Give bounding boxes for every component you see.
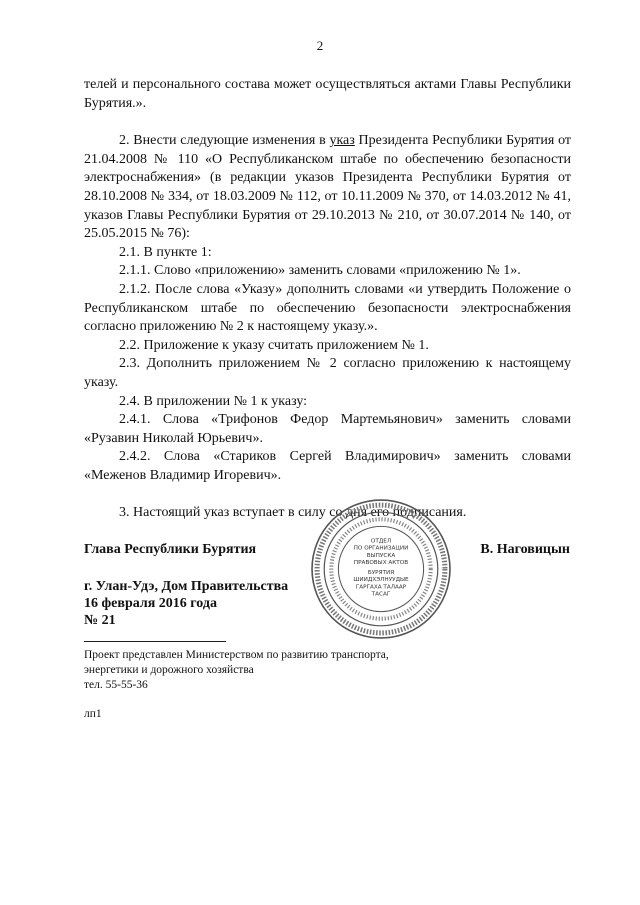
stamp-line: БУРЯТИЯ xyxy=(367,570,395,577)
footer-divider xyxy=(84,641,226,642)
decree-number: № 21 xyxy=(84,613,116,628)
stamp-line: ШИИДХЭЛНУУДЫЕ xyxy=(353,577,409,584)
page-number: 2 xyxy=(316,38,324,53)
stamp-line: ОТДЕЛ xyxy=(370,538,392,545)
continuation-paragraph: телей и персонального состава может осуществляться актами Главы Республики Бурятия.». xyxy=(84,77,571,111)
sub-item: 2.4.2. Слова «Стариков Сергей Владимирович» заменить словами «Меженов Владимир Игоревич». xyxy=(84,449,571,483)
signer-title: Глава Республики Бурятия xyxy=(84,542,257,557)
item-3-paragraph: 3. Настоящий указ вступает в силу со дня его подписания. xyxy=(119,505,467,521)
sub-item: 2.1.2. После слова «Указу» дополнить словами «и утвердить Положение о Республиканском штабе по обеспечению безопасности электроснабжения согласно приложению № 2 к настоящему указу.». xyxy=(84,281,571,335)
phone: тел. 55-55-36 xyxy=(84,679,148,691)
date: 16 февраля 2016 года xyxy=(84,596,217,611)
sub-item: 2.3. Дополнить приложением № 2 согласно приложению к настоящему указу. xyxy=(84,356,571,390)
sub-item: 2.4.1. Слова «Трифонов Федор Мартемьянович» заменить словами «Рузавин Николай Юрьевич». xyxy=(84,412,571,446)
document-body xyxy=(84,76,571,523)
sub-item: 2.2. Приложение к указу считать приложением № 1. xyxy=(119,337,429,353)
item-2-paragraph: 2. Внести следующие изменения в указ Президента Республики Бурятия от 21.04.2008 № 110 «О Республиканском штабе по обеспечению безопасности электроснабжения» (в редакции указов Президента Республики Бурятия от 28.10.2008 № 334, от 18.03.2009 № 112, от 10.11.2009 № 370, от 14.03.2012 № 41, указов Главы Республики Бурятия от 29.10.2013 № 210, от 30.07.2014 № 140, от 25.05.2015 № 76): xyxy=(84,133,571,242)
ukaz-link[interactable]: указ xyxy=(329,133,355,149)
footer-note: Проект представлен Министерством по развитию транспорта, энергетики и дорожного хозяйства тел. 55-55-36 xyxy=(84,649,389,691)
stamp-line: ВЫПУСКА xyxy=(366,552,396,559)
stamp-line: ПРАВОВЫХ АКТОВ xyxy=(353,559,409,566)
stamp-line: ГАРГАХА ТАЛААР xyxy=(355,584,407,591)
sub-item: 2.4. В приложении № 1 к указу: xyxy=(119,393,308,409)
document-code: лп1 xyxy=(84,708,102,720)
sub-item: 2.1.1. Слово «приложению» заменить словами «приложению № 1». xyxy=(119,263,521,279)
place: г. Улан-Удэ, Дом Правительства xyxy=(84,579,289,594)
signer-name: В. Наговицын xyxy=(480,542,570,557)
stamp-line: ПО ОРГАНИЗАЦИИ xyxy=(353,545,409,552)
place-date-number xyxy=(84,578,288,629)
stamp-line: ТАСАГ xyxy=(371,591,391,598)
official-stamp xyxy=(310,498,452,640)
sub-item: 2.1. В пункте 1: xyxy=(119,244,212,260)
